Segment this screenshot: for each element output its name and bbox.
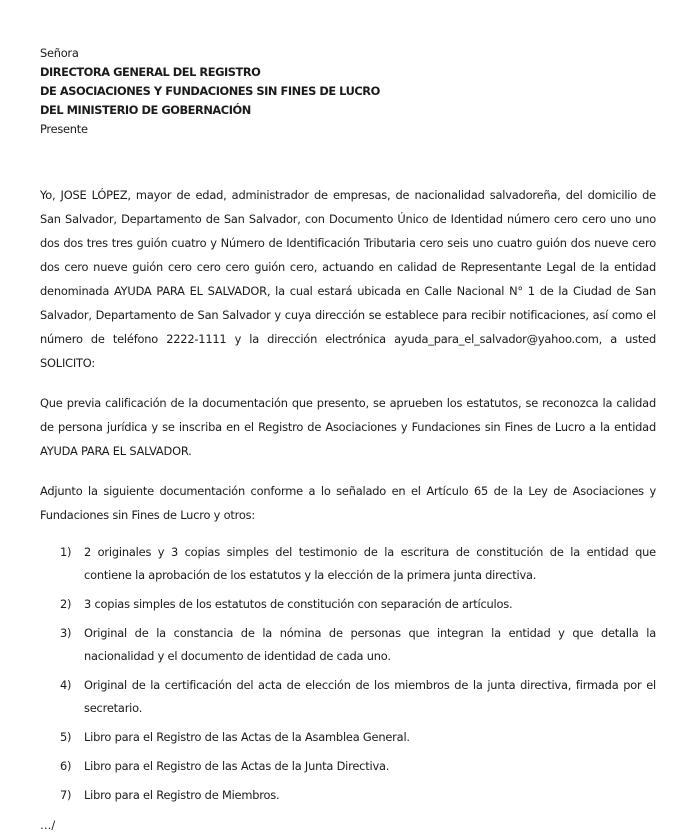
list-item-number: 4): [60, 678, 72, 692]
list-item-text: Libro para el Registro de las Actas de la Asamblea General.: [84, 730, 410, 744]
letter-header: [40, 44, 656, 139]
list-item: [40, 726, 656, 749]
list-item: [40, 784, 656, 807]
list-item-text: 3 copias simples de los estatutos de constitución con separación de artículos.: [84, 597, 513, 611]
list-item: [40, 622, 656, 668]
letter-page: [40, 44, 656, 837]
list-item-text: Libro para el Registro de Miembros.: [84, 788, 280, 802]
list-item-text: Libro para el Registro de las Actas de la Junta Directiva.: [84, 759, 390, 773]
list-item-number: 2): [60, 597, 72, 611]
list-item-number: 7): [60, 788, 72, 802]
request-paragraph: Que previa calificación de la documentación que presento, se aprueben los estatutos, se reconozca la calidad de persona jurídica y se inscriba en el Registro de Asociaciones y Fundaciones sin Fines de Lucro a la entidad AYUDA PARA EL SALVADOR.: [40, 396, 656, 458]
list-item: [40, 674, 656, 720]
list-item-number: 1): [60, 545, 72, 559]
list-item-number: 5): [60, 730, 72, 744]
recipient-line: DE ASOCIACIONES Y FUNDACIONES SIN FINES DE LUCRO: [40, 84, 380, 98]
attachments-paragraph: Adjunto la siguiente documentación conforme a lo señalado en el Artículo 65 de la Ley de Asociaciones y Fundaciones sin Fines de Lucro y otros:: [40, 484, 656, 522]
list-item-number: 6): [60, 759, 72, 773]
list-item-text: Original de la constancia de la nómina de personas que integran la entidad y que detalla la nacionalidad y el documento de identidad de cada uno.: [84, 626, 656, 663]
list-item-text: 2 originales y 3 copias simples del testimonio de la escritura de constitución de la entidad que contiene la aprobación de los estatutos y la elección de la primera junta directiva.: [84, 545, 656, 582]
recipient-line: DEL MINISTERIO DE GOBERNACIÓN: [40, 103, 251, 117]
list-item: [40, 593, 656, 616]
list-item-number: 3): [60, 626, 72, 640]
continuation-mark: …/: [40, 818, 56, 832]
attachments-list: [40, 541, 656, 807]
salutation: Señora: [40, 46, 79, 60]
intro-paragraph: Yo, JOSE LÓPEZ, mayor de edad, administrador de empresas, de nacionalidad salvadoreña, del domicilio de San Salvador, Departamento de San Salvador, con Documento Único de Identidad número cero cero uno uno dos dos tres tres guión cuatro y Número de Identificación Tributaria cero seis uno cuatro guión dos nueve cero dos cero nueve guión cero cero cero guión cero, actuando en calidad de Representante Legal de la entidad denominada AYUDA PARA EL SALVADOR, la cual estará ubicada en Calle Nacional N° 1 de la Ciudad de San Salvador, Departamento de San Salvador y cuya dirección se establece para recibir notificaciones, así como el número de teléfono 2222-1111 y la dirección electrónica ayuda_para_el_salvador@yahoo.com, a usted SOLICITO:: [40, 188, 656, 370]
list-item: [40, 541, 656, 587]
list-item-text: Original de la certificación del acta de elección de los miembros de la junta directiva, firmada por el secretario.: [84, 678, 656, 715]
header-closing: Presente: [40, 122, 88, 136]
recipient-line: DIRECTORA GENERAL DEL REGISTRO: [40, 65, 261, 79]
list-item: [40, 755, 656, 778]
